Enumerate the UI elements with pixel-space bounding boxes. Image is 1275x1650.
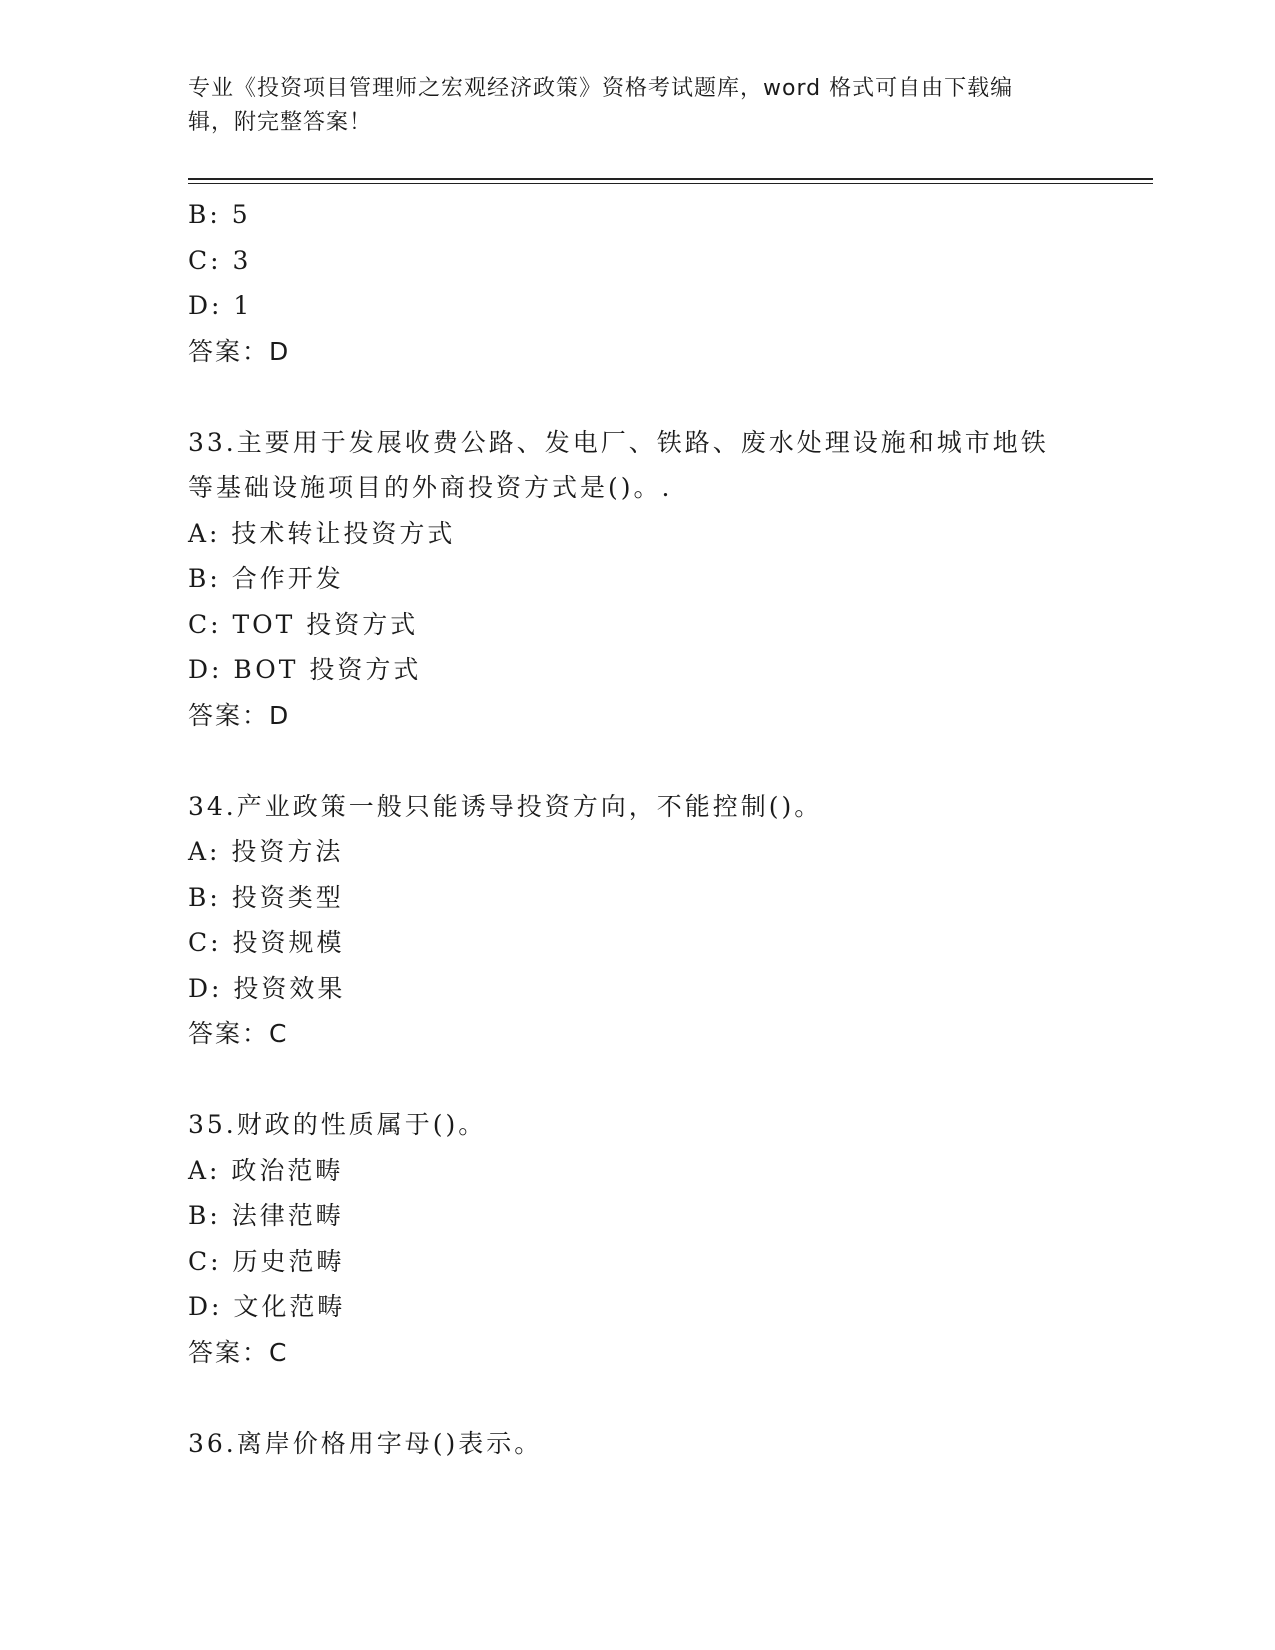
- question-stem: 33.主要用于发展收费公路、发电厂、铁路、废水处理设施和城市地铁: [188, 427, 1049, 457]
- header-line-1: 专业《投资项目管理师之宏观经济政策》资格考试题库，word 格式可自由下载编: [188, 76, 1014, 101]
- answer: 答案：C: [188, 1337, 289, 1367]
- header-divider-thick: [188, 178, 1153, 180]
- spacer: [188, 1057, 1088, 1103]
- option-d: D: 投资效果: [188, 973, 346, 1003]
- header-divider-thin: [188, 183, 1153, 184]
- option-b: B: 投资类型: [188, 882, 344, 912]
- spacer: [188, 1375, 1088, 1421]
- option-c: C: 投资规模: [188, 928, 345, 957]
- answer: 答案：D: [188, 700, 291, 730]
- option-a: A: 技术转让投资方式: [188, 518, 456, 548]
- header-line-2: 辑，附完整答案！: [188, 110, 373, 135]
- question-33: [188, 420, 1088, 739]
- option-c: C: TOT 投资方式: [188, 609, 419, 639]
- question-stem: 34.产业政策一般只能诱导投资方向，不能控制()。: [188, 791, 823, 821]
- answer: 答案：C: [188, 1019, 289, 1048]
- question-stem: 36.离岸价格用字母()表示。: [188, 1428, 543, 1458]
- option-d: D: BOT 投资方式: [188, 655, 422, 684]
- option-a: A: 投资方法: [188, 837, 344, 866]
- answer: 答案：D: [188, 336, 291, 366]
- option-d: D: 1: [188, 291, 253, 320]
- option-b: B: 合作开发: [188, 564, 344, 593]
- option-b: B: 法律范畴: [188, 1201, 344, 1230]
- document-header: [188, 72, 1078, 140]
- option-b: B: 5: [188, 200, 251, 229]
- question-35: [188, 1102, 1088, 1375]
- question-stem-continued: 等基础设施项目的外商投资方式是()。.: [188, 473, 673, 502]
- option-c: C: 历史范畴: [188, 1246, 345, 1276]
- question-36: [188, 1421, 1088, 1467]
- option-a: A: 政治范畴: [188, 1155, 344, 1185]
- question-content: [188, 192, 1088, 1466]
- question-stem: 35.财政的性质属于()。: [188, 1110, 487, 1139]
- question-34: [188, 784, 1088, 1057]
- question-32-continued: [188, 192, 1088, 374]
- option-c: C: 3: [188, 245, 252, 275]
- option-d: D: 文化范畴: [188, 1292, 346, 1321]
- spacer: [188, 738, 1088, 784]
- spacer: [188, 374, 1088, 420]
